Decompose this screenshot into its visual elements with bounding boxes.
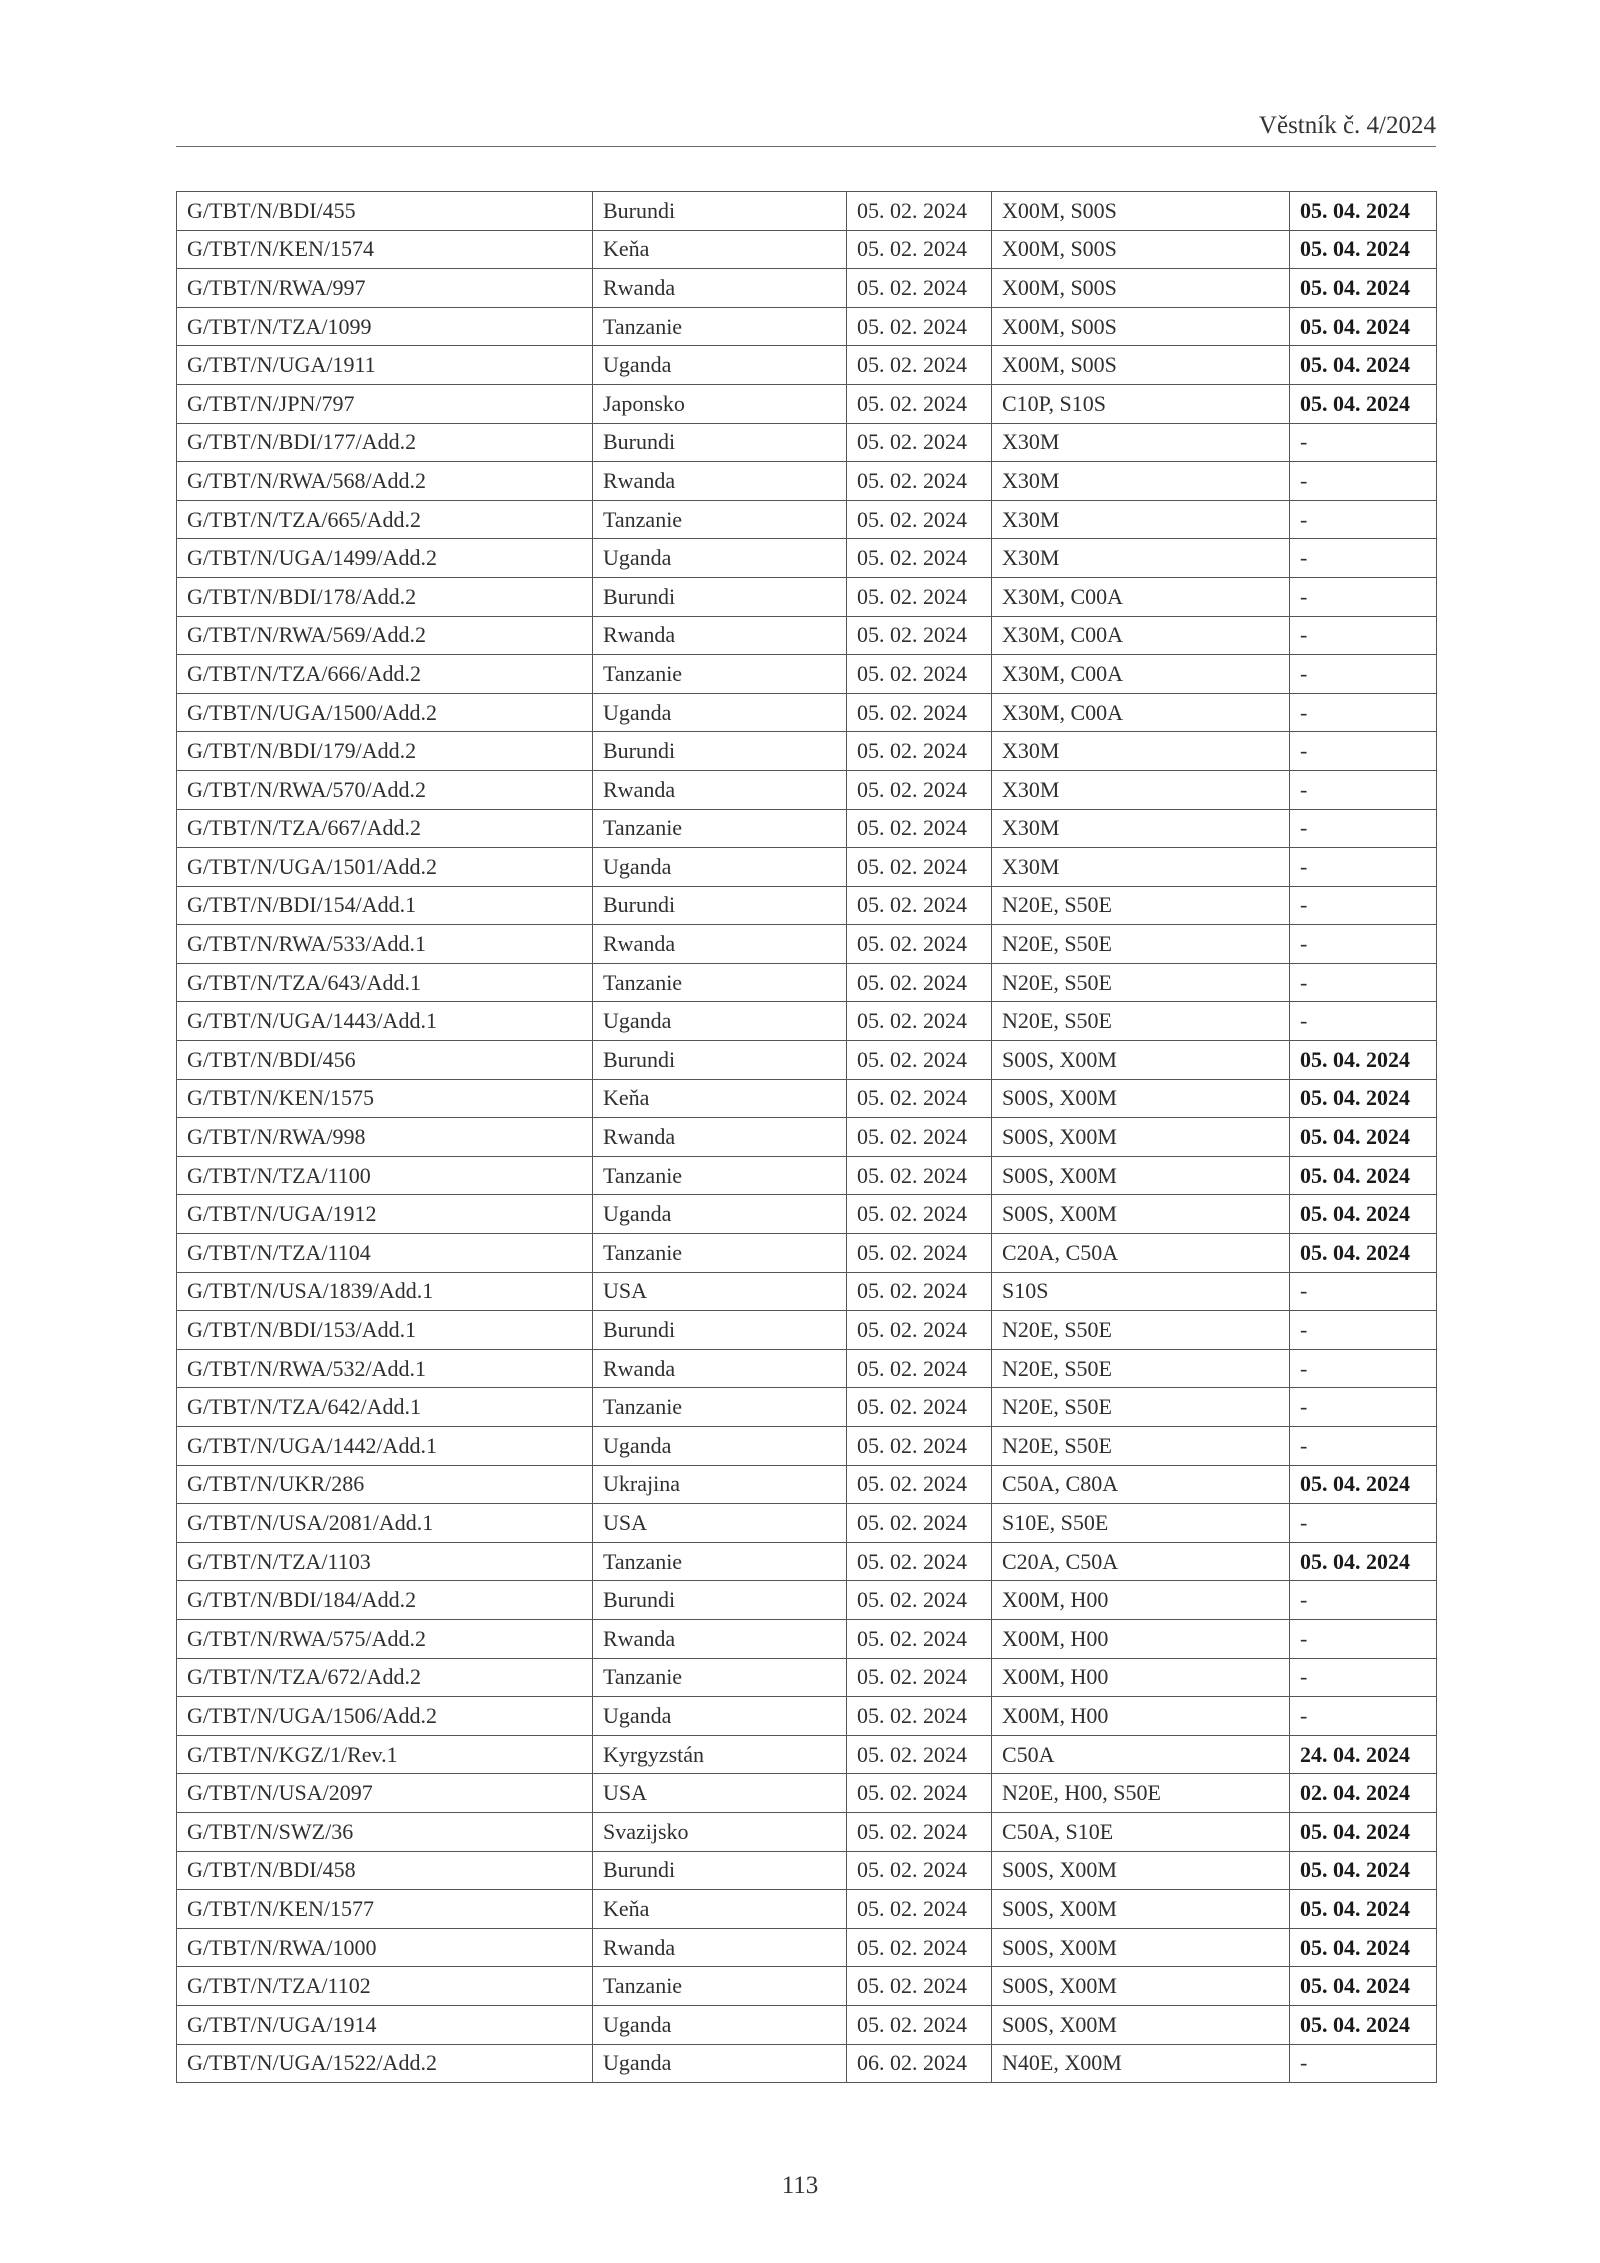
country-cell: Tanzanie: [593, 1967, 847, 2006]
comment-deadline-cell: 05. 04. 2024: [1290, 346, 1437, 385]
country-cell: Ukrajina: [593, 1465, 847, 1504]
document-symbol-cell: G/TBT/N/UGA/1499/Add.2: [177, 539, 593, 578]
page-header: [176, 108, 1436, 147]
comment-deadline-cell: 05. 04. 2024: [1290, 230, 1437, 269]
comment-deadline-cell: -: [1290, 693, 1437, 732]
classification-code-cell: S00S, X00M: [992, 1041, 1290, 1080]
country-cell: Uganda: [593, 1427, 847, 1466]
country-cell: Burundi: [593, 1311, 847, 1350]
distribution-date-cell: 05. 02. 2024: [847, 1851, 992, 1890]
comment-deadline-cell: -: [1290, 2044, 1437, 2083]
comment-deadline-cell: 24. 04. 2024: [1290, 1735, 1437, 1774]
classification-code-cell: N20E, S50E: [992, 963, 1290, 1002]
classification-code-cell: X30M: [992, 732, 1290, 771]
classification-code-cell: X00M, S00S: [992, 192, 1290, 231]
country-cell: Rwanda: [593, 1349, 847, 1388]
distribution-date-cell: 05. 02. 2024: [847, 577, 992, 616]
distribution-date-cell: 05. 02. 2024: [847, 1774, 992, 1813]
country-cell: Burundi: [593, 1041, 847, 1080]
table-row: [177, 1156, 1437, 1195]
distribution-date-cell: 05. 02. 2024: [847, 1504, 992, 1543]
comment-deadline-cell: -: [1290, 1272, 1437, 1311]
comment-deadline-cell: 05. 04. 2024: [1290, 1234, 1437, 1273]
document-symbol-cell: G/TBT/N/UGA/1506/Add.2: [177, 1697, 593, 1736]
classification-code-cell: X00M, S00S: [992, 269, 1290, 308]
classification-code-cell: N20E, S50E: [992, 886, 1290, 925]
comment-deadline-cell: -: [1290, 616, 1437, 655]
classification-code-cell: X30M: [992, 770, 1290, 809]
table-row: [177, 1812, 1437, 1851]
table-row: [177, 1890, 1437, 1929]
document-symbol-cell: G/TBT/N/TZA/672/Add.2: [177, 1658, 593, 1697]
distribution-date-cell: 05. 02. 2024: [847, 1890, 992, 1929]
distribution-date-cell: 05. 02. 2024: [847, 1002, 992, 1041]
table-row: [177, 1581, 1437, 1620]
country-cell: Uganda: [593, 2005, 847, 2044]
distribution-date-cell: 05. 02. 2024: [847, 1118, 992, 1157]
country-cell: USA: [593, 1774, 847, 1813]
comment-deadline-cell: -: [1290, 848, 1437, 887]
distribution-date-cell: 05. 02. 2024: [847, 655, 992, 694]
comment-deadline-cell: 05. 04. 2024: [1290, 1156, 1437, 1195]
table-row: [177, 500, 1437, 539]
comment-deadline-cell: -: [1290, 1002, 1437, 1041]
table-row: [177, 577, 1437, 616]
document-symbol-cell: G/TBT/N/USA/2097: [177, 1774, 593, 1813]
comment-deadline-cell: 05. 04. 2024: [1290, 2005, 1437, 2044]
document-symbol-cell: G/TBT/N/BDI/177/Add.2: [177, 423, 593, 462]
document-symbol-cell: G/TBT/N/TZA/642/Add.1: [177, 1388, 593, 1427]
table-row: [177, 1928, 1437, 1967]
country-cell: Rwanda: [593, 770, 847, 809]
table-row: [177, 384, 1437, 423]
comment-deadline-cell: -: [1290, 577, 1437, 616]
distribution-date-cell: 05. 02. 2024: [847, 230, 992, 269]
distribution-date-cell: 05. 02. 2024: [847, 1427, 992, 1466]
comment-deadline-cell: -: [1290, 423, 1437, 462]
document-symbol-cell: G/TBT/N/UKR/286: [177, 1465, 593, 1504]
document-symbol-cell: G/TBT/N/RWA/998: [177, 1118, 593, 1157]
comment-deadline-cell: -: [1290, 1311, 1437, 1350]
country-cell: Keňa: [593, 230, 847, 269]
comment-deadline-cell: -: [1290, 655, 1437, 694]
table-row: [177, 1002, 1437, 1041]
country-cell: USA: [593, 1272, 847, 1311]
distribution-date-cell: 05. 02. 2024: [847, 1967, 992, 2006]
classification-code-cell: X00M, H00: [992, 1658, 1290, 1697]
classification-code-cell: X30M: [992, 539, 1290, 578]
classification-code-cell: X00M, H00: [992, 1581, 1290, 1620]
table-row: [177, 423, 1437, 462]
country-cell: Rwanda: [593, 1619, 847, 1658]
document-symbol-cell: G/TBT/N/TZA/1102: [177, 1967, 593, 2006]
classification-code-cell: S10S: [992, 1272, 1290, 1311]
table-row: [177, 616, 1437, 655]
table-row: [177, 1118, 1437, 1157]
classification-code-cell: C20A, C50A: [992, 1542, 1290, 1581]
classification-code-cell: N20E, S50E: [992, 1349, 1290, 1388]
document-symbol-cell: G/TBT/N/UGA/1522/Add.2: [177, 2044, 593, 2083]
classification-code-cell: N40E, X00M: [992, 2044, 1290, 2083]
classification-code-cell: S00S, X00M: [992, 1079, 1290, 1118]
comment-deadline-cell: -: [1290, 1619, 1437, 1658]
page-number: 113: [781, 2172, 819, 2199]
comment-deadline-cell: -: [1290, 886, 1437, 925]
classification-code-cell: C20A, C50A: [992, 1234, 1290, 1273]
document-symbol-cell: G/TBT/N/RWA/568/Add.2: [177, 462, 593, 501]
country-cell: Rwanda: [593, 1118, 847, 1157]
classification-code-cell: S00S, X00M: [992, 1118, 1290, 1157]
distribution-date-cell: 05. 02. 2024: [847, 269, 992, 308]
distribution-date-cell: 05. 02. 2024: [847, 1079, 992, 1118]
comment-deadline-cell: -: [1290, 1504, 1437, 1543]
document-symbol-cell: G/TBT/N/BDI/179/Add.2: [177, 732, 593, 771]
document-symbol-cell: G/TBT/N/TZA/1099: [177, 307, 593, 346]
country-cell: Burundi: [593, 886, 847, 925]
document-symbol-cell: G/TBT/N/UGA/1500/Add.2: [177, 693, 593, 732]
distribution-date-cell: 05. 02. 2024: [847, 770, 992, 809]
classification-code-cell: X00M, S00S: [992, 230, 1290, 269]
country-cell: Tanzanie: [593, 1156, 847, 1195]
distribution-date-cell: 05. 02. 2024: [847, 693, 992, 732]
comment-deadline-cell: -: [1290, 925, 1437, 964]
distribution-date-cell: 05. 02. 2024: [847, 1619, 992, 1658]
table-row: [177, 1465, 1437, 1504]
distribution-date-cell: 05. 02. 2024: [847, 307, 992, 346]
classification-code-cell: S00S, X00M: [992, 2005, 1290, 2044]
document-symbol-cell: G/TBT/N/BDI/154/Add.1: [177, 886, 593, 925]
distribution-date-cell: 05. 02. 2024: [847, 1542, 992, 1581]
country-cell: Burundi: [593, 732, 847, 771]
classification-code-cell: N20E, S50E: [992, 1002, 1290, 1041]
table-row: [177, 1542, 1437, 1581]
comment-deadline-cell: -: [1290, 1427, 1437, 1466]
country-cell: Kyrgyzstán: [593, 1735, 847, 1774]
table-row: [177, 1658, 1437, 1697]
classification-code-cell: S00S, X00M: [992, 1928, 1290, 1967]
document-symbol-cell: G/TBT/N/TZA/667/Add.2: [177, 809, 593, 848]
document-symbol-cell: G/TBT/N/UGA/1501/Add.2: [177, 848, 593, 887]
country-cell: Japonsko: [593, 384, 847, 423]
document-symbol-cell: G/TBT/N/BDI/178/Add.2: [177, 577, 593, 616]
distribution-date-cell: 05. 02. 2024: [847, 1581, 992, 1620]
country-cell: USA: [593, 1504, 847, 1543]
comment-deadline-cell: -: [1290, 539, 1437, 578]
classification-code-cell: X00M, S00S: [992, 346, 1290, 385]
document-symbol-cell: G/TBT/N/USA/1839/Add.1: [177, 1272, 593, 1311]
comment-deadline-cell: 02. 04. 2024: [1290, 1774, 1437, 1813]
country-cell: Burundi: [593, 423, 847, 462]
table-row: [177, 1735, 1437, 1774]
document-symbol-cell: G/TBT/N/TZA/1103: [177, 1542, 593, 1581]
comment-deadline-cell: 05. 04. 2024: [1290, 269, 1437, 308]
comment-deadline-cell: -: [1290, 1388, 1437, 1427]
comment-deadline-cell: 05. 04. 2024: [1290, 1079, 1437, 1118]
comment-deadline-cell: -: [1290, 1658, 1437, 1697]
comment-deadline-cell: -: [1290, 732, 1437, 771]
country-cell: Keňa: [593, 1079, 847, 1118]
document-symbol-cell: G/TBT/N/UGA/1911: [177, 346, 593, 385]
distribution-date-cell: 05. 02. 2024: [847, 1041, 992, 1080]
classification-code-cell: C10P, S10S: [992, 384, 1290, 423]
comment-deadline-cell: -: [1290, 809, 1437, 848]
document-symbol-cell: G/TBT/N/KEN/1577: [177, 1890, 593, 1929]
notifications-table-body: [177, 192, 1437, 2083]
classification-code-cell: N20E, S50E: [992, 1311, 1290, 1350]
table-row: [177, 230, 1437, 269]
country-cell: Burundi: [593, 577, 847, 616]
document-symbol-cell: G/TBT/N/RWA/570/Add.2: [177, 770, 593, 809]
document-symbol-cell: G/TBT/N/RWA/997: [177, 269, 593, 308]
distribution-date-cell: 05. 02. 2024: [847, 1697, 992, 1736]
comment-deadline-cell: -: [1290, 462, 1437, 501]
document-symbol-cell: G/TBT/N/BDI/455: [177, 192, 593, 231]
document-symbol-cell: G/TBT/N/TZA/1100: [177, 1156, 593, 1195]
table-row: [177, 307, 1437, 346]
distribution-date-cell: 05. 02. 2024: [847, 809, 992, 848]
document-symbol-cell: G/TBT/N/KEN/1575: [177, 1079, 593, 1118]
table-row: [177, 1504, 1437, 1543]
country-cell: Uganda: [593, 1002, 847, 1041]
comment-deadline-cell: 05. 04. 2024: [1290, 1465, 1437, 1504]
document-symbol-cell: G/TBT/N/TZA/666/Add.2: [177, 655, 593, 694]
document-symbol-cell: G/TBT/N/RWA/575/Add.2: [177, 1619, 593, 1658]
classification-code-cell: X30M, C00A: [992, 577, 1290, 616]
classification-code-cell: X30M: [992, 423, 1290, 462]
table-row: [177, 1041, 1437, 1080]
comment-deadline-cell: 05. 04. 2024: [1290, 1851, 1437, 1890]
classification-code-cell: X30M: [992, 462, 1290, 501]
table-row: [177, 770, 1437, 809]
comment-deadline-cell: 05. 04. 2024: [1290, 1118, 1437, 1157]
classification-code-cell: X30M, C00A: [992, 616, 1290, 655]
table-row: [177, 1851, 1437, 1890]
distribution-date-cell: 05. 02. 2024: [847, 1812, 992, 1851]
classification-code-cell: N20E, H00, S50E: [992, 1774, 1290, 1813]
country-cell: Tanzanie: [593, 307, 847, 346]
country-cell: Keňa: [593, 1890, 847, 1929]
table-row: [177, 192, 1437, 231]
classification-code-cell: X00M, H00: [992, 1697, 1290, 1736]
country-cell: Tanzanie: [593, 963, 847, 1002]
comment-deadline-cell: 05. 04. 2024: [1290, 384, 1437, 423]
classification-code-cell: X30M: [992, 809, 1290, 848]
comment-deadline-cell: 05. 04. 2024: [1290, 1967, 1437, 2006]
document-symbol-cell: G/TBT/N/BDI/456: [177, 1041, 593, 1080]
country-cell: Uganda: [593, 1697, 847, 1736]
distribution-date-cell: 05. 02. 2024: [847, 500, 992, 539]
distribution-date-cell: 05. 02. 2024: [847, 539, 992, 578]
country-cell: Uganda: [593, 693, 847, 732]
document-symbol-cell: G/TBT/N/TZA/1104: [177, 1234, 593, 1273]
country-cell: Svazijsko: [593, 1812, 847, 1851]
country-cell: Rwanda: [593, 462, 847, 501]
table-row: [177, 925, 1437, 964]
distribution-date-cell: 05. 02. 2024: [847, 1349, 992, 1388]
gazette-title: Věstník č. 4/2024: [1258, 112, 1436, 139]
distribution-date-cell: 05. 02. 2024: [847, 384, 992, 423]
country-cell: Rwanda: [593, 269, 847, 308]
distribution-date-cell: 05. 02. 2024: [847, 423, 992, 462]
distribution-date-cell: 05. 02. 2024: [847, 886, 992, 925]
distribution-date-cell: 05. 02. 2024: [847, 616, 992, 655]
distribution-date-cell: 05. 02. 2024: [847, 2005, 992, 2044]
document-symbol-cell: G/TBT/N/USA/2081/Add.1: [177, 1504, 593, 1543]
country-cell: Uganda: [593, 848, 847, 887]
country-cell: Uganda: [593, 2044, 847, 2083]
distribution-date-cell: 05. 02. 2024: [847, 963, 992, 1002]
comment-deadline-cell: 05. 04. 2024: [1290, 1928, 1437, 1967]
table-row: [177, 655, 1437, 694]
document-symbol-cell: G/TBT/N/KEN/1574: [177, 230, 593, 269]
comment-deadline-cell: -: [1290, 1349, 1437, 1388]
distribution-date-cell: 05. 02. 2024: [847, 1272, 992, 1311]
table-row: [177, 848, 1437, 887]
comment-deadline-cell: 05. 04. 2024: [1290, 1041, 1437, 1080]
classification-code-cell: X30M, C00A: [992, 655, 1290, 694]
table-row: [177, 1697, 1437, 1736]
country-cell: Uganda: [593, 1195, 847, 1234]
table-row: [177, 269, 1437, 308]
country-cell: Rwanda: [593, 1928, 847, 1967]
country-cell: Tanzanie: [593, 1234, 847, 1273]
classification-code-cell: X30M: [992, 848, 1290, 887]
document-symbol-cell: G/TBT/N/UGA/1914: [177, 2005, 593, 2044]
classification-code-cell: S00S, X00M: [992, 1851, 1290, 1890]
table-row: [177, 963, 1437, 1002]
country-cell: Uganda: [593, 346, 847, 385]
country-cell: Tanzanie: [593, 1658, 847, 1697]
classification-code-cell: N20E, S50E: [992, 1388, 1290, 1427]
table-row: [177, 809, 1437, 848]
comment-deadline-cell: -: [1290, 1697, 1437, 1736]
document-symbol-cell: G/TBT/N/KGZ/1/Rev.1: [177, 1735, 593, 1774]
classification-code-cell: S10E, S50E: [992, 1504, 1290, 1543]
comment-deadline-cell: 05. 04. 2024: [1290, 1195, 1437, 1234]
classification-code-cell: C50A, C80A: [992, 1465, 1290, 1504]
comment-deadline-cell: -: [1290, 770, 1437, 809]
distribution-date-cell: 05. 02. 2024: [847, 1928, 992, 1967]
classification-code-cell: S00S, X00M: [992, 1156, 1290, 1195]
table-row: [177, 462, 1437, 501]
distribution-date-cell: 05. 02. 2024: [847, 1234, 992, 1273]
comment-deadline-cell: -: [1290, 1581, 1437, 1620]
document-symbol-cell: G/TBT/N/TZA/643/Add.1: [177, 963, 593, 1002]
table-row: [177, 1195, 1437, 1234]
table-row: [177, 1272, 1437, 1311]
table-row: [177, 1349, 1437, 1388]
distribution-date-cell: 05. 02. 2024: [847, 1735, 992, 1774]
country-cell: Tanzanie: [593, 809, 847, 848]
comment-deadline-cell: 05. 04. 2024: [1290, 1890, 1437, 1929]
table-row: [177, 1427, 1437, 1466]
distribution-date-cell: 05. 02. 2024: [847, 1195, 992, 1234]
table-row: [177, 693, 1437, 732]
table-row: [177, 1774, 1437, 1813]
table-row: [177, 1388, 1437, 1427]
table-row: [177, 2044, 1437, 2083]
distribution-date-cell: 05. 02. 2024: [847, 1465, 992, 1504]
classification-code-cell: C50A: [992, 1735, 1290, 1774]
comment-deadline-cell: 05. 04. 2024: [1290, 1542, 1437, 1581]
table-row: [177, 1311, 1437, 1350]
classification-code-cell: C50A, S10E: [992, 1812, 1290, 1851]
table-row: [177, 886, 1437, 925]
comment-deadline-cell: 05. 04. 2024: [1290, 192, 1437, 231]
classification-code-cell: S00S, X00M: [992, 1890, 1290, 1929]
document-symbol-cell: G/TBT/N/RWA/569/Add.2: [177, 616, 593, 655]
classification-code-cell: N20E, S50E: [992, 1427, 1290, 1466]
classification-code-cell: S00S, X00M: [992, 1195, 1290, 1234]
distribution-date-cell: 05. 02. 2024: [847, 462, 992, 501]
distribution-date-cell: 05. 02. 2024: [847, 346, 992, 385]
distribution-date-cell: 05. 02. 2024: [847, 1658, 992, 1697]
country-cell: Tanzanie: [593, 655, 847, 694]
document-symbol-cell: G/TBT/N/BDI/184/Add.2: [177, 1581, 593, 1620]
comment-deadline-cell: -: [1290, 500, 1437, 539]
table-row: [177, 539, 1437, 578]
document-symbol-cell: G/TBT/N/RWA/1000: [177, 1928, 593, 1967]
document-symbol-cell: G/TBT/N/RWA/533/Add.1: [177, 925, 593, 964]
country-cell: Burundi: [593, 1581, 847, 1620]
distribution-date-cell: 05. 02. 2024: [847, 192, 992, 231]
document-symbol-cell: G/TBT/N/BDI/458: [177, 1851, 593, 1890]
document-symbol-cell: G/TBT/N/UGA/1912: [177, 1195, 593, 1234]
country-cell: Rwanda: [593, 616, 847, 655]
document-symbol-cell: G/TBT/N/BDI/153/Add.1: [177, 1311, 593, 1350]
distribution-date-cell: 05. 02. 2024: [847, 732, 992, 771]
table-row: [177, 2005, 1437, 2044]
classification-code-cell: S00S, X00M: [992, 1967, 1290, 2006]
classification-code-cell: N20E, S50E: [992, 925, 1290, 964]
distribution-date-cell: 05. 02. 2024: [847, 848, 992, 887]
table-row: [177, 732, 1437, 771]
country-cell: Burundi: [593, 192, 847, 231]
country-cell: Tanzanie: [593, 1388, 847, 1427]
classification-code-cell: X00M, S00S: [992, 307, 1290, 346]
table-row: [177, 1234, 1437, 1273]
table-row: [177, 1619, 1437, 1658]
distribution-date-cell: 05. 02. 2024: [847, 1388, 992, 1427]
country-cell: Rwanda: [593, 925, 847, 964]
document-symbol-cell: G/TBT/N/RWA/532/Add.1: [177, 1349, 593, 1388]
document-symbol-cell: G/TBT/N/UGA/1443/Add.1: [177, 1002, 593, 1041]
country-cell: Burundi: [593, 1851, 847, 1890]
comment-deadline-cell: -: [1290, 963, 1437, 1002]
classification-code-cell: X00M, H00: [992, 1619, 1290, 1658]
distribution-date-cell: 06. 02. 2024: [847, 2044, 992, 2083]
document-symbol-cell: G/TBT/N/UGA/1442/Add.1: [177, 1427, 593, 1466]
classification-code-cell: X30M, C00A: [992, 693, 1290, 732]
country-cell: Tanzanie: [593, 500, 847, 539]
table-row: [177, 1079, 1437, 1118]
distribution-date-cell: 05. 02. 2024: [847, 925, 992, 964]
comment-deadline-cell: 05. 04. 2024: [1290, 1812, 1437, 1851]
document-symbol-cell: G/TBT/N/JPN/797: [177, 384, 593, 423]
document-symbol-cell: G/TBT/N/SWZ/36: [177, 1812, 593, 1851]
comment-deadline-cell: 05. 04. 2024: [1290, 307, 1437, 346]
classification-code-cell: X30M: [992, 500, 1290, 539]
table-row: [177, 1967, 1437, 2006]
distribution-date-cell: 05. 02. 2024: [847, 1156, 992, 1195]
country-cell: Tanzanie: [593, 1542, 847, 1581]
country-cell: Uganda: [593, 539, 847, 578]
notifications-table: [176, 191, 1437, 2083]
distribution-date-cell: 05. 02. 2024: [847, 1311, 992, 1350]
document-symbol-cell: G/TBT/N/TZA/665/Add.2: [177, 500, 593, 539]
table-row: [177, 346, 1437, 385]
